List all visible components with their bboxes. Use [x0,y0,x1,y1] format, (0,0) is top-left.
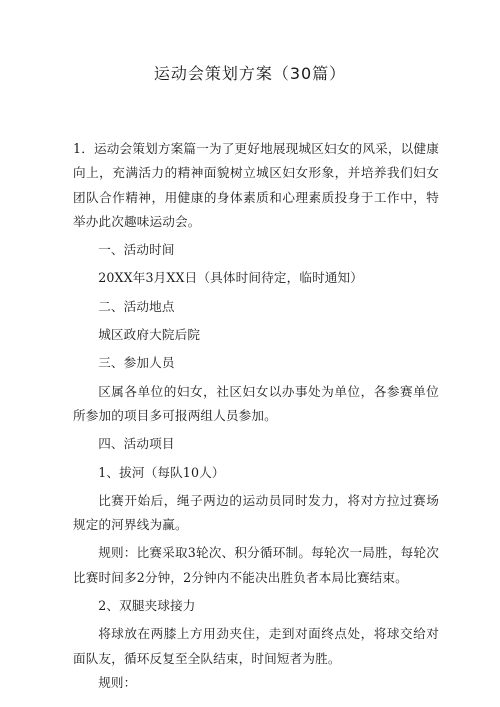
event-tug-of-war-rules: 规则：比赛采取3轮次、积分循环制。每轮次一局胜，每轮次比赛时间多2分钟，2分钟内不能决出胜负者本局比赛结束。 [73,545,439,585]
heading-time: 一、活动时间 [98,242,175,258]
paragraph-intro: 1．运动会策划方案篇一为了更好地展现城区妇女的风采，以健康向上，充满活力的精神面貌树立城区妇女形象，并培养我们妇女团队合作精神，用健康的身体素质和心理素质投身于工作中，特举办此次趣味运动会。 [73,141,439,229]
paragraph-time: 20XX年3月XX日（具体时间待定，临时通知） [98,270,364,286]
heading-location: 二、活动地点 [98,298,175,314]
event-ball-relay-title: 2、双腿夹球接力 [98,598,196,614]
heading-events: 四、活动项目 [98,436,175,452]
paragraph-participants: 区属各单位的妇女，社区妇女以办事处为单位，各参赛单位所参加的项目多可报两组人员参加。 [73,383,439,423]
document-title: 运动会策划方案（30篇） [153,64,347,83]
event-tug-of-war-title: 1、拔河（每队10人） [98,464,225,480]
event-ball-relay-rules: 规则： [98,674,137,690]
heading-participants: 三、参加人员 [98,355,175,371]
paragraph-location: 城区政府大院后院 [98,327,201,343]
document-body [73,137,439,695]
event-tug-of-war-desc: 比赛开始后，绳子两边的运动员同时发力，将对方拉过赛场规定的河界线为赢。 [73,492,439,533]
event-ball-relay-desc: 将球放在两膝上方用劲夹住，走到对面终点处，将球交给对面队友，循环反复至全队结束，时间短者为胜。 [73,626,439,666]
